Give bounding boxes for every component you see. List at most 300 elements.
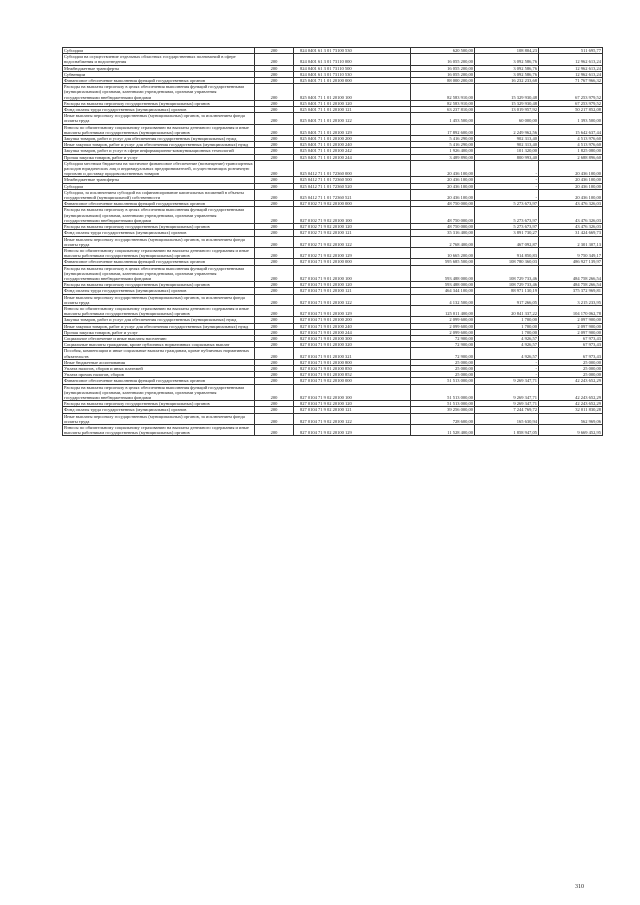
executed-amount-cell: 4 926,57 [475,348,539,359]
row-code-cell: 200 [255,329,294,335]
approved-amount-cell: 51 513 000,00 [411,401,475,407]
unexecuted-amount-cell: 1 825 080,00 [539,148,603,154]
approved-amount-cell: 25 000,00 [411,365,475,371]
executed-amount-cell: - [475,189,539,200]
budget-classification-code-cell: 827 0104 71 9 02 20100 129 [294,425,411,436]
approved-amount-cell: 593 488 000,00 [411,282,475,288]
unexecuted-amount-cell: 486 927 139,97 [539,259,603,265]
row-code-cell: 200 [255,201,294,207]
row-code-cell: 200 [255,154,294,160]
unexecuted-amount-cell: 2 688 896,60 [539,154,603,160]
executed-amount-cell: 467 092,87 [475,236,539,247]
executed-amount-cell: 165 630,94 [475,413,539,424]
approved-amount-cell: 16 055 200,00 [411,71,475,77]
approved-amount-cell: 16 055 200,00 [411,54,475,65]
row-name-cell: Расходы на выплаты персоналу в целях обеспечения выполнения функций государственными (муниципальными) органами, казенными учреждениями, органами управления государственными внебюджетными фондами [63,207,255,224]
unexecuted-amount-cell: 25 000,00 [539,365,603,371]
budget-classification-code-cell: 825 0401 71 1 01 20100 242 [294,148,411,154]
executed-amount-cell: 108 780 360,03 [475,259,539,265]
table-row [63,207,603,224]
row-code-cell: 200 [255,183,294,189]
table-row [63,282,603,288]
row-code-cell: 200 [255,136,294,142]
approved-amount-cell: 48 750 000,00 [411,207,475,224]
row-name-cell: Расходы на выплаты персоналу государственных (муниципальных) органов [63,100,255,106]
row-code-cell: 200 [255,294,294,305]
unexecuted-amount-cell: 562 969,06 [539,413,603,424]
row-name-cell: Закупка товаров, работ и услуг для обеспечения государственных (муниципальных) нужд [63,317,255,323]
approved-amount-cell: 10 665 200,00 [411,247,475,258]
row-name-cell: Субсидии [63,183,255,189]
approved-amount-cell: 16 055 200,00 [411,65,475,71]
row-code-cell: 200 [255,259,294,265]
row-code-cell: 200 [255,384,294,401]
budget-classification-code-cell: 825 0412 71 1 01 72360 000 [294,160,411,177]
unexecuted-amount-cell: 511 695,77 [539,48,603,54]
unexecuted-amount-cell: 43 476 326,03 [539,207,603,224]
row-code-cell: 200 [255,323,294,329]
row-code-cell: 200 [255,48,294,54]
row-name-cell: Уплата налогов, сборов и иных платежей [63,365,255,371]
unexecuted-amount-cell: 67 253 979,52 [539,100,603,106]
unexecuted-amount-cell: 42 243 652,29 [539,378,603,384]
approved-amount-cell: 2 099 600,00 [411,323,475,329]
unexecuted-amount-cell: 12 962 613,24 [539,54,603,65]
budget-classification-code-cell: 827 0104 71 9 01 20100 321 [294,348,411,359]
row-name-cell: Фонд оплаты труда государственных (муниципальных) органов [63,288,255,294]
unexecuted-amount-cell: 9 669 452,95 [539,425,603,436]
budget-classification-code-cell: 825 0401 71 1 01 20100 120 [294,100,411,106]
unexecuted-amount-cell: 20 436 100,00 [539,189,603,200]
row-code-cell: 200 [255,378,294,384]
unexecuted-amount-cell: 20 436 100,00 [539,177,603,183]
approved-amount-cell: 39 256 000,00 [411,407,475,413]
table-row [63,124,603,135]
executed-amount-cell: 800 993,40 [475,154,539,160]
row-code-cell: 200 [255,224,294,230]
budget-classification-code-cell: 825 0401 71 1 01 20100 122 [294,113,411,124]
approved-amount-cell: 125 011 400,00 [411,305,475,316]
row-code-cell: 200 [255,401,294,407]
unexecuted-amount-cell: 25 000,00 [539,372,603,378]
executed-amount-cell: 16 232 233,68 [475,78,539,84]
executed-amount-cell: 5 273 673,97 [475,224,539,230]
unexecuted-amount-cell: 42 243 652,29 [539,384,603,401]
table-row [63,335,603,341]
executed-amount-cell: 902 313,40 [475,136,539,142]
table-row [63,113,603,124]
budget-classification-code-cell: 827 0102 71 9 02 20100 120 [294,224,411,230]
approved-amount-cell: 25 000,00 [411,372,475,378]
budget-classification-code-cell: 827 0104 71 9 01 20100 244 [294,329,411,335]
row-code-cell: 200 [255,113,294,124]
table-row [63,407,603,413]
table-row [63,288,603,294]
table-row [63,78,603,84]
table-row [63,384,603,401]
row-name-cell: Взносы по обязательному социальному страхованию на выплаты денежного содержания и иные выплаты работникам государственных (муниципальных) органов [63,305,255,316]
table-row [63,259,603,265]
executed-amount-cell: 3 092 586,76 [475,71,539,77]
approved-amount-cell: 1 926 400,00 [411,148,475,154]
table-row [63,323,603,329]
row-name-cell: Уплата прочих налогов, сборов [63,372,255,378]
table-row [63,265,603,282]
row-name-cell: Прочая закупка товаров, работ и услуг [63,154,255,160]
table-row [63,378,603,384]
row-code-cell: 200 [255,247,294,258]
row-name-cell: Иные выплаты персоналу государственных (муниципальных) органов, за исключением фонда оплаты труда [63,236,255,247]
row-code-cell: 200 [255,160,294,177]
unexecuted-amount-cell: 67 973,43 [539,342,603,348]
row-code-cell: 200 [255,148,294,154]
row-name-cell: Взносы по обязательному социальному страхованию на выплаты денежного содержания и иные выплаты работникам государственных (муниципальных) органов [63,124,255,135]
row-name-cell: Иные выплаты персоналу государственных (муниципальных) органов, за исключением фонда оплаты труда [63,294,255,305]
unexecuted-amount-cell: 104 170 062,78 [539,305,603,316]
budget-classification-code-cell: 825 0412 71 1 01 72360 500 [294,177,411,183]
unexecuted-amount-cell: 67 253 979,52 [539,84,603,101]
row-name-cell: Пособия, компенсации и иные социальные выплаты гражданам, кроме публичных нормативных обязательств [63,348,255,359]
row-name-cell: Закупка товаров, работ и услуг для обеспечения государственных (муниципальных) нужд [63,136,255,142]
budget-classification-code-cell: 827 0104 71 9 02 20100 000 [294,378,411,384]
budget-table [62,47,603,436]
row-code-cell: 200 [255,84,294,101]
table-row [63,142,603,148]
approved-amount-cell: 20 436 100,00 [411,189,475,200]
executed-amount-cell: 20 841 337,22 [475,305,539,316]
approved-amount-cell: 72 900,00 [411,335,475,341]
row-name-cell: Иные закупки товаров, работ и услуг для обеспечения государственных (муниципальных) нужд [63,142,255,148]
row-name-cell: Иные выплаты персоналу государственных (муниципальных) органов, за исключением фонда оплаты труда [63,413,255,424]
approved-amount-cell: 1 453 500,00 [411,113,475,124]
executed-amount-cell: 3 891 730,27 [475,230,539,236]
approved-amount-cell: 2 099 600,00 [411,317,475,323]
executed-amount-cell: 4 926,57 [475,342,539,348]
budget-classification-code-cell: 825 0401 71 1 01 20100 121 [294,107,411,113]
approved-amount-cell: 82 583 910,00 [411,84,475,101]
table-row [63,136,603,142]
unexecuted-amount-cell: 2 301 307,13 [539,236,603,247]
approved-amount-cell: 620 500,00 [411,48,475,54]
budget-classification-code-cell: 824 0401 61 3 01 73110 530 [294,71,411,77]
executed-amount-cell: 9 269 347,71 [475,401,539,407]
budget-classification-code-cell: 827 0104 71 9 01 20100 129 [294,305,411,316]
approved-amount-cell: 11 528 400,00 [411,425,475,436]
executed-amount-cell: 3 092 586,76 [475,54,539,65]
budget-classification-code-cell: 827 0102 71 9 02 20100 121 [294,230,411,236]
row-name-cell: Взносы по обязательному социальному страхованию на выплаты денежного содержания и иные выплаты работникам государственных (муниципальных) органов [63,247,255,258]
row-name-cell: Иные бюджетные ассигнования [63,359,255,365]
approved-amount-cell: 5 416 290,00 [411,142,475,148]
row-code-cell: 200 [255,54,294,65]
row-code-cell: 200 [255,71,294,77]
unexecuted-amount-cell: 1 393 500,00 [539,113,603,124]
executed-amount-cell: - [475,372,539,378]
approved-amount-cell: 35 316 400,00 [411,230,475,236]
row-name-cell: Финансовое обеспечение выполнения функций государственных органов [63,378,255,384]
row-name-cell: Социальные выплаты гражданам, кроме публичных нормативных социальных выплат [63,342,255,348]
budget-classification-code-cell: 827 0104 71 9 01 20100 121 [294,288,411,294]
unexecuted-amount-cell: 9 750 349,17 [539,247,603,258]
budget-classification-code-cell: 827 0104 71 9 02 20100 120 [294,401,411,407]
executed-amount-cell: - [475,177,539,183]
budget-classification-code-cell: 825 0412 71 1 01 72360 521 [294,189,411,200]
approved-amount-cell: 2 099 600,00 [411,329,475,335]
budget-classification-code-cell: 827 0104 71 9 01 20100 852 [294,372,411,378]
row-name-cell: Расходы на выплаты персоналу в целях обеспечения выполнения функций государственными (муниципальными) органами, казенными учреждениями, органами управления государственными внебюджетными фондами [63,265,255,282]
row-code-cell: 200 [255,78,294,84]
row-name-cell: Финансовое обеспечение выполнения функций государственных органов [63,259,255,265]
executed-amount-cell: 914 850,83 [475,247,539,258]
approved-amount-cell: 72 900,00 [411,342,475,348]
budget-classification-code-cell: 827 0104 71 9 01 20100 200 [294,317,411,323]
executed-amount-cell: 15 329 930,48 [475,84,539,101]
unexecuted-amount-cell: 2 097 900,00 [539,323,603,329]
row-name-cell: Финансовое обеспечение выполнения функций государственных органов [63,78,255,84]
budget-classification-code-cell: 824 0401 61 3 01 73110 500 [294,65,411,71]
approved-amount-cell: 728 600,00 [411,413,475,424]
approved-amount-cell: 20 436 100,00 [411,160,475,177]
table-row [63,342,603,348]
approved-amount-cell: 20 436 100,00 [411,177,475,183]
approved-amount-cell: 4 132 500,00 [411,294,475,305]
row-name-cell: Расходы на выплаты персоналу государственных (муниципальных) органов [63,224,255,230]
executed-amount-cell: 3 092 586,76 [475,65,539,71]
approved-amount-cell: 48 750 000,00 [411,224,475,230]
table-row [63,84,603,101]
executed-amount-cell: 1 858 947,05 [475,425,539,436]
approved-amount-cell: 82 583 910,00 [411,100,475,106]
executed-amount-cell: 108 729 733,46 [475,265,539,282]
budget-classification-code-cell: 827 0104 71 9 01 20100 300 [294,335,411,341]
approved-amount-cell: 51 513 000,00 [411,378,475,384]
unexecuted-amount-cell: 31 424 669,73 [539,230,603,236]
table-row [63,160,603,177]
unexecuted-amount-cell: 12 962 613,24 [539,65,603,71]
row-name-cell: Расходы на выплаты персоналу в целях обеспечения выполнения функций государственными (муниципальными) органами, казенными учреждениями, органами управления государственными внебюджетными фондами [63,384,255,401]
executed-amount-cell: 7 244 769,72 [475,407,539,413]
table-row [63,148,603,154]
executed-amount-cell: 4 926,57 [475,335,539,341]
row-code-cell: 200 [255,317,294,323]
unexecuted-amount-cell: 32 011 830,28 [539,407,603,413]
row-name-cell: Фонд оплаты труда государственных (муниципальных) органов [63,107,255,113]
executed-amount-cell: 1 700,00 [475,323,539,329]
budget-classification-code-cell: 825 0412 71 1 01 72360 520 [294,183,411,189]
table-row [63,107,603,113]
table-row [63,305,603,316]
executed-amount-cell: 101 320,00 [475,148,539,154]
approved-amount-cell: 464 344 100,00 [411,288,475,294]
table-row [63,224,603,230]
executed-amount-cell: - [475,183,539,189]
table-row [63,247,603,258]
unexecuted-amount-cell: 12 962 613,24 [539,71,603,77]
executed-amount-cell: 60 000,00 [475,113,539,124]
row-name-cell: Фонд оплаты труда государственных (муниципальных) органов [63,230,255,236]
unexecuted-amount-cell: 2 097 900,00 [539,317,603,323]
unexecuted-amount-cell: 15 642 637,44 [539,124,603,135]
row-name-cell: Субсидии [63,48,255,54]
row-name-cell: Закупка товаров, работ и услуг в сфере информационно-коммуникационных технологий [63,148,255,154]
executed-amount-cell: 108 804,23 [475,48,539,54]
row-code-cell: 200 [255,413,294,424]
row-code-cell: 200 [255,265,294,282]
table-row [63,294,603,305]
row-name-cell: Субвенции [63,71,255,77]
unexecuted-amount-cell: 67 973,43 [539,348,603,359]
table-row [63,54,603,65]
executed-amount-cell: 9 269 347,71 [475,378,539,384]
approved-amount-cell: 595 685 500,00 [411,259,475,265]
approved-amount-cell: 63 237 810,00 [411,107,475,113]
row-name-cell: Субсидии, за исключением субсидий на софинансирование капитальных вложений в объекты государственной (муниципальной) собственности [63,189,255,200]
executed-amount-cell: - [475,365,539,371]
row-code-cell: 200 [255,177,294,183]
row-name-cell: Финансовое обеспечение выполнения функций государственных органов [63,201,255,207]
budget-classification-code-cell: 827 0104 71 9 01 20100 100 [294,265,411,282]
approved-amount-cell: 25 000,00 [411,359,475,365]
budget-classification-code-cell: 825 0401 71 1 01 20100 129 [294,124,411,135]
executed-amount-cell: 902 313,40 [475,142,539,148]
budget-classification-code-cell: 827 0102 71 9 02 20100 122 [294,236,411,247]
budget-classification-code-cell: 827 0104 71 9 01 20100 240 [294,323,411,329]
budget-classification-code-cell: 827 0104 71 9 01 20100 850 [294,365,411,371]
approved-amount-cell: 20 436 100,00 [411,183,475,189]
executed-amount-cell: 88 971 130,19 [475,288,539,294]
row-code-cell: 200 [255,124,294,135]
row-name-cell: Субсидии местным бюджетам на частичное финансовое обеспечение (возмещение) транспортных расходов юридических лиц и индивидуальных предпринимателей, осуществляющих розничную торговлю и доставку продовольственных товаров [64,160,253,177]
row-name-cell: Иные закупки товаров, работ и услуг для обеспечения государственных (муниципальных) нужд [63,323,255,329]
unexecuted-amount-cell: 375 372 969,81 [539,288,603,294]
budget-classification-code-cell: 824 0401 61 3 01 73100 530 [294,48,411,54]
unexecuted-amount-cell: 43 476 326,03 [539,201,603,207]
row-code-cell: 200 [255,189,294,200]
approved-amount-cell: 48 750 000,00 [411,201,475,207]
unexecuted-amount-cell: 20 436 100,00 [539,160,603,177]
executed-amount-cell: 2 249 962,56 [475,124,539,135]
table-row [63,201,603,207]
row-code-cell: 200 [255,207,294,224]
row-name-cell: Взносы по обязательному социальному страхованию на выплаты денежного содержания и иные выплаты работникам государственных (муниципальных) органов [63,425,255,436]
row-code-cell: 200 [255,342,294,348]
row-name-cell: Социальное обеспечение и иные выплаты населению [63,335,255,341]
executed-amount-cell: 917 266,05 [475,294,539,305]
unexecuted-amount-cell: 2 097 900,00 [539,329,603,335]
executed-amount-cell: 13 019 957,92 [475,107,539,113]
table-row [63,401,603,407]
page-number: 310 [575,884,584,890]
approved-amount-cell: 593 488 000,00 [411,265,475,282]
row-code-cell: 200 [255,142,294,148]
table-row [63,425,603,436]
table-row [63,230,603,236]
row-code-cell: 200 [255,107,294,113]
executed-amount-cell: - [475,160,539,177]
executed-amount-cell: 1 700,00 [475,329,539,335]
unexecuted-amount-cell: 67 973,43 [539,335,603,341]
approved-amount-cell: 72 900,00 [411,348,475,359]
executed-amount-cell: 15 329 930,48 [475,100,539,106]
executed-amount-cell: 1 700,00 [475,317,539,323]
row-code-cell: 200 [255,365,294,371]
budget-classification-code-cell: 825 0401 71 1 01 20100 100 [294,84,411,101]
row-name-cell: Фонд оплаты труда государственных (муниципальных) органов [63,407,255,413]
unexecuted-amount-cell: 3 215 233,95 [539,294,603,305]
row-code-cell: 200 [255,348,294,359]
table-row [63,236,603,247]
row-code-cell: 200 [255,335,294,341]
row-code-cell: 200 [255,65,294,71]
row-name-cell: Прочая закупка товаров, работ и услуг [63,329,255,335]
budget-classification-code-cell: 827 0104 71 9 02 20100 100 [294,384,411,401]
approved-amount-cell: 5 416 290,00 [411,136,475,142]
budget-classification-code-cell: 827 0104 71 9 01 20100 800 [294,359,411,365]
executed-amount-cell: 108 729 733,46 [475,282,539,288]
row-code-cell: 200 [255,282,294,288]
budget-classification-code-cell: 825 0401 71 1 01 20100 000 [294,78,411,84]
table-row [63,413,603,424]
row-code-cell: 200 [255,100,294,106]
unexecuted-amount-cell: 4 513 976,60 [539,136,603,142]
budget-classification-code-cell: 827 0104 71 9 01 20100 120 [294,282,411,288]
approved-amount-cell: 17 892 600,00 [411,124,475,135]
budget-classification-code-cell: 827 0104 71 9 01 20100 122 [294,294,411,305]
executed-amount-cell: - [475,359,539,365]
budget-classification-code-cell: 827 0102 71 9 02 20100 000 [294,201,411,207]
approved-amount-cell: 51 513 000,00 [411,384,475,401]
row-name-cell: Межбюджетные трансферты [63,65,255,71]
table-row [63,348,603,359]
executed-amount-cell: 9 269 347,71 [475,384,539,401]
budget-classification-code-cell: 827 0104 71 9 02 20100 122 [294,413,411,424]
budget-classification-code-cell: 827 0102 71 9 02 20100 129 [294,247,411,258]
row-code-cell: 200 [255,236,294,247]
budget-classification-code-cell: 825 0401 71 1 01 20100 244 [294,154,411,160]
row-code-cell: 200 [255,407,294,413]
row-code-cell: 200 [255,305,294,316]
table-row [63,100,603,106]
row-name-cell: Субсидии на осуществление отдельных областных государственных полномочий в сфере водоснабжения и водоотведения [63,54,255,65]
table-row [63,189,603,200]
budget-classification-code-cell: 827 0104 71 9 01 20100 320 [294,342,411,348]
row-code-cell: 200 [255,230,294,236]
unexecuted-amount-cell: 42 243 652,29 [539,401,603,407]
row-code-cell: 200 [255,359,294,365]
unexecuted-amount-cell: 484 758 266,54 [539,282,603,288]
budget-classification-code-cell: 827 0104 71 9 02 20100 121 [294,407,411,413]
unexecuted-amount-cell: 20 436 100,00 [539,183,603,189]
budget-table-body [63,48,603,436]
unexecuted-amount-cell: 50 217 852,08 [539,107,603,113]
unexecuted-amount-cell: 484 758 266,54 [539,265,603,282]
unexecuted-amount-cell: 4 513 976,60 [539,142,603,148]
row-name-cell: Расходы на выплаты персоналу государственных (муниципальных) органов [63,401,255,407]
row-name-cell: Расходы на выплаты персоналу государственных (муниципальных) органов [63,282,255,288]
executed-amount-cell: 5 273 673,97 [475,201,539,207]
budget-classification-code-cell: 825 0401 71 1 01 20100 240 [294,142,411,148]
row-code-cell: 200 [255,372,294,378]
unexecuted-amount-cell: 71 767 966,32 [539,78,603,84]
budget-classification-code-cell: 827 0104 71 9 01 20100 000 [294,259,411,265]
unexecuted-amount-cell: 43 476 326,03 [539,224,603,230]
row-name-cell: Межбюджетные трансферты [63,177,255,183]
approved-amount-cell: 3 489 890,00 [411,154,475,160]
budget-classification-code-cell: 827 0102 71 9 02 20100 100 [294,207,411,224]
row-code-cell: 200 [255,288,294,294]
table-row [63,317,603,323]
budget-classification-code-cell: 824 0401 61 3 01 73110 000 [294,54,411,65]
